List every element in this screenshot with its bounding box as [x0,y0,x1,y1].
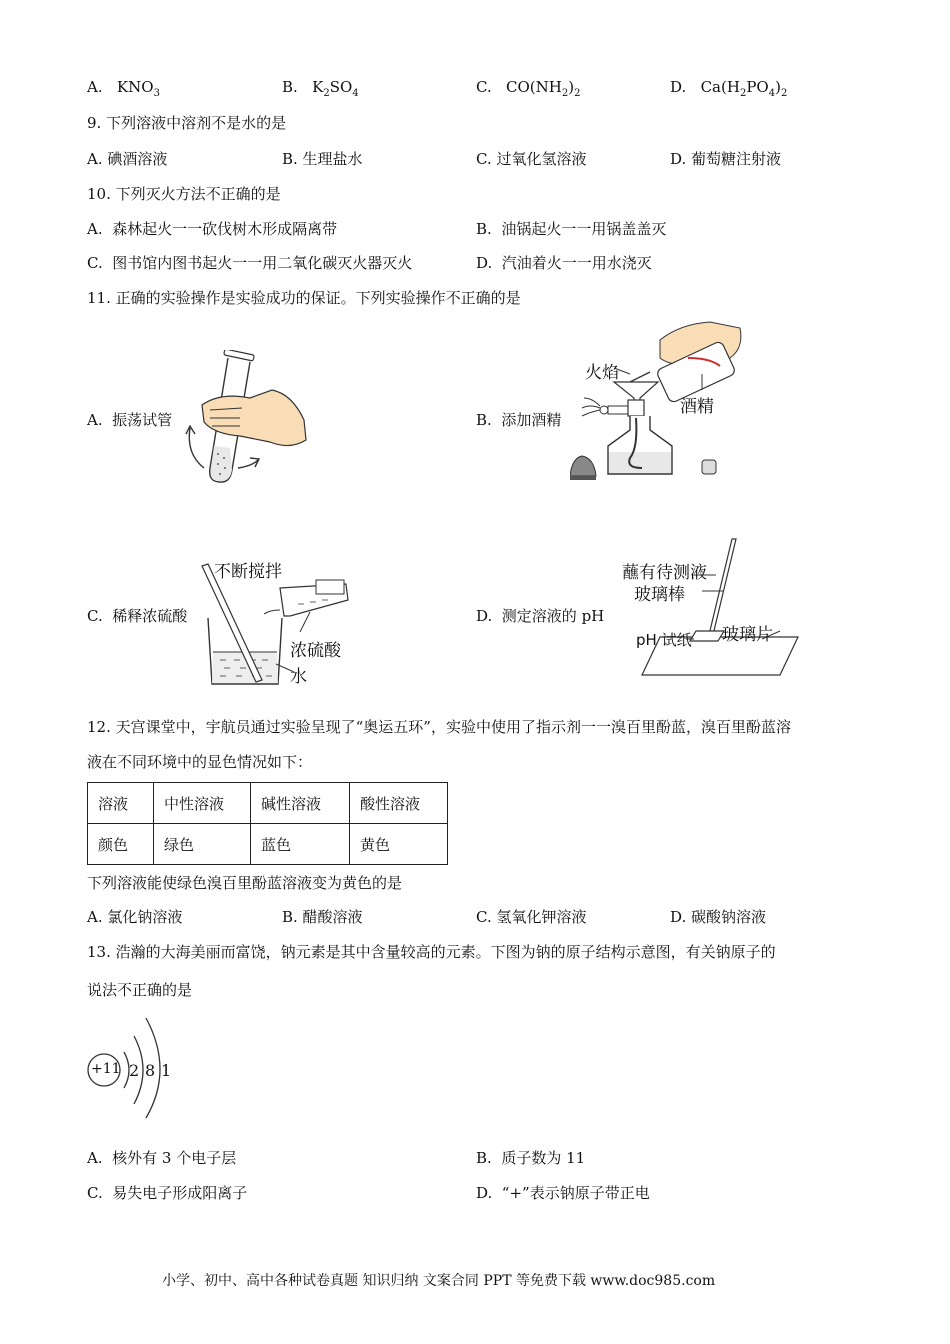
table-header-cell: 溶液 [88,783,154,824]
shake-test-tube-illustration [180,350,310,485]
q12-stem-line1: 12. 天宫课堂中，宇航员通过实验呈现了“奥运五环”，实验中使用了指示剂一一溴百里酚蓝，溴百里酚蓝溶 [87,718,791,736]
table-header-cell: 中性溶液 [154,783,251,824]
q10-option-c: C. 图书馆内图书起火一一用二氧化碳灭火器灭火 [87,254,413,272]
nucleus-charge: +11 [91,1061,121,1077]
fig-d-dip-label: 蘸有待测液 [622,563,707,583]
q13-option-d: D. “+”表示钠原子带正电 [476,1184,650,1202]
q9-option-d: D. 葡萄糖注射液 [670,150,782,168]
q9-option-a: A. 碘酒溶液 [87,150,168,168]
fig-c-acid-label: 浓硫酸 [290,641,341,661]
q12-question: 下列溶液能使绿色溴百里酚蓝溶液变为黄色的是 [87,874,403,892]
q8-option-b: B. $K_2SO_4$ [282,78,359,99]
q10-stem: 10. 下列灭火方法不正确的是 [87,185,281,203]
q13-stem-line1: 13. 浩瀚的大海美丽而富饶，钠元素是其中含量较高的元素。下图为钠的原子结构示意图，有关钠原子的 [87,943,776,961]
add-alcohol-illustration [570,318,750,483]
q12-stem-line2: 液在不同环境中的显色情况如下： [87,753,313,771]
q13-option-a: A. 核外有 3 个电子层 [87,1149,237,1167]
page-footer: 小学、初中、高中各种试卷真题 知识归纳 文案合同 PPT 等免费下载 www.doc985.com [162,1273,716,1289]
q11-option-c: C. 稀释浓硫酸 [87,607,188,625]
shell-3-electrons: 1 [161,1061,172,1080]
q9-stem: 9. 下列溶液中溶剂不是水的是 [87,114,287,132]
q8-option-c: C. $CO(NH_2)_2$ [476,78,581,99]
table-cell: 蓝色 [251,824,350,865]
q11-option-d: D. 测定溶液的 pH [476,607,605,625]
indicator-color-table [87,782,448,865]
table-cell: 绿色 [154,824,251,865]
q9-option-b: B. 生理盐水 [282,150,363,168]
table-header-cell: 碱性溶液 [251,783,350,824]
table-cell: 颜色 [88,824,154,865]
shell-1-electrons: 2 [129,1061,140,1080]
table-header-cell: 酸性溶液 [350,783,448,824]
q11-option-b: B. 添加酒精 [476,411,562,429]
q9-option-c: C. 过氧化氢溶液 [476,150,587,168]
fig-d-rod-label: 玻璃棒 [634,585,685,605]
fig-b-alcohol-label: 酒精 [680,397,714,417]
q11-option-a: A. 振荡试管 [87,411,173,429]
q12-option-c: C. 氢氧化钾溶液 [476,908,587,926]
table-row [88,824,448,865]
q13-option-c: C. 易失电子形成阳离子 [87,1184,248,1202]
fig-d-paper-label: pH 试纸 [636,631,692,649]
q8-option-a: A. $KNO_3$ [87,78,160,99]
q8-option-d: D. $Ca(H_2PO_4)_2$ [670,78,788,99]
fig-c-water-label: 水 [290,667,307,687]
shell-2-electrons: 8 [145,1061,156,1080]
q10-option-a: A. 森林起火一一砍伐树木形成隔离带 [87,220,338,238]
fig-d-glass-label: 玻璃片 [722,625,773,645]
fig-b-flame-label: 火焰 [585,363,619,383]
q12-option-b: B. 醋酸溶液 [282,908,363,926]
q13-stem-line2: 说法不正确的是 [87,981,193,999]
q13-option-b: B. 质子数为 11 [476,1149,586,1167]
table-row [88,783,448,824]
q10-option-b: B. 油锅起火一一用锅盖盖灭 [476,220,667,238]
q12-option-a: A. 氯化钠溶液 [87,908,183,926]
fig-c-stir-label: 不断搅拌 [214,562,282,582]
table-cell: 黄色 [350,824,448,865]
q12-option-d: D. 碳酸钠溶液 [670,908,767,926]
q11-stem: 11. 正确的实验操作是实验成功的保证。下列实验操作不正确的是 [87,289,521,307]
q10-option-d: D. 汽油着火一一用水浇灭 [476,254,652,272]
